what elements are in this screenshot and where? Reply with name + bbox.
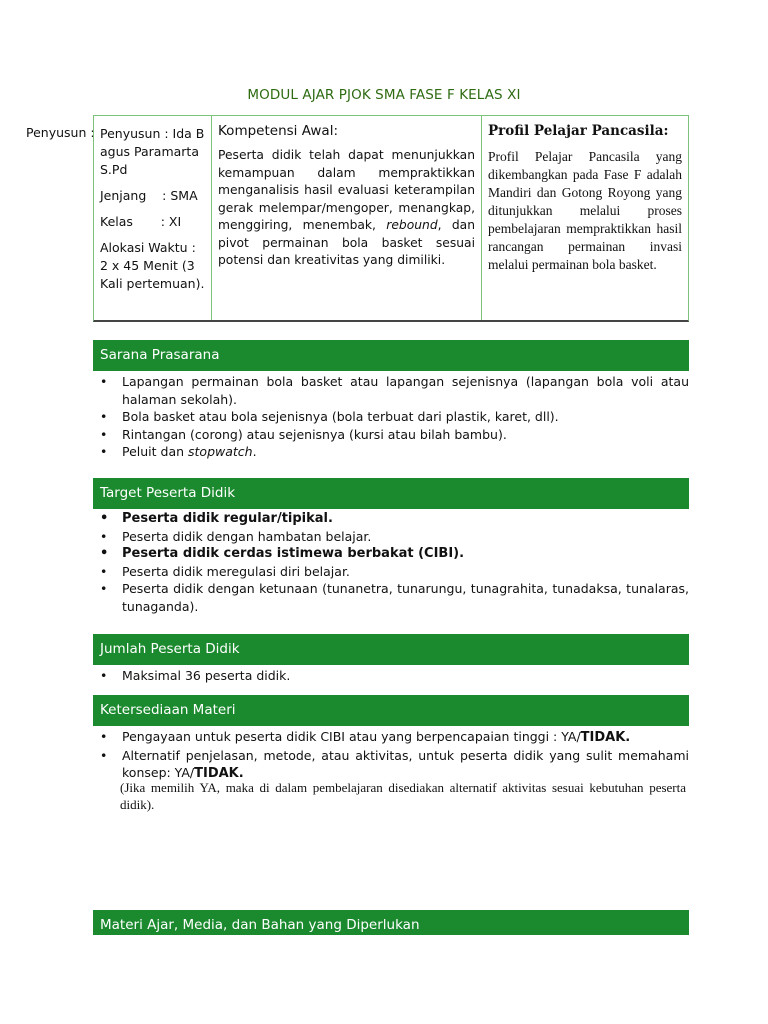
profil-text: Profil Pelajar Pancasila yang dikembangkan pada Fase F adalah Mandiri dan Gotong Royong yang ditunjukkan melalui proses pembelajaran mempraktikkan hasil rancangan permainan invasi melalui permainan bola basket.	[488, 149, 682, 272]
section-header-sarana: Sarana Prasarana	[93, 340, 689, 371]
target-list	[93, 510, 689, 615]
kompetensi-text: Peserta didik telah dapat menunjukkan kemampuan dalam mempraktikkan menganalisis hasil evaluasi keterampilan gerak melempar/mengoper, menangkap, menggiring, menembak, rebound, dan pivot permainan bola basket sesuai potensi dan kreativitas yang dimiliki.	[218, 148, 476, 267]
profil-column	[482, 116, 688, 320]
page-title: MODUL AJAR PJOK SMA FASE F KELAS XI	[247, 87, 521, 103]
list-item: • Lapangan permainan bola basket atau lapangan sejenisnya (lapangan bola voli atau halaman sekolah).	[93, 373, 689, 408]
list-item: • Peserta didik dengan ketunaan (tunanetra, tunarungu, tunagrahita, tunadaksa, tunalaras, tunaganda).	[93, 580, 689, 615]
ketersediaan-list	[93, 728, 689, 783]
identity-column	[94, 116, 212, 320]
jumlah-list	[93, 667, 689, 685]
kompetensi-column	[212, 116, 482, 320]
section-header-ketersediaan: Ketersediaan Materi	[93, 695, 689, 726]
list-item: • Maksimal 36 peserta didik.	[93, 667, 689, 685]
list-item: • Rintangan (corong) atau sejenisnya (kursi atau bilah bambu).	[93, 426, 689, 444]
section-header-materi: Materi Ajar, Media, dan Bahan yang Diperlukan	[93, 910, 689, 935]
ketersediaan-note: (Jika memilih YA, maka di dalam pembelajaran disediakan alternatif aktivitas sesuai kebutuhan peserta didik).	[120, 780, 686, 812]
kelas-text: Kelas : XI	[100, 214, 182, 229]
penyusun-side-label: Penyusun :	[26, 125, 95, 140]
alokasi-text: Alokasi Waktu : 2 x 45 Menit (3 Kali pertemuan).	[100, 240, 205, 291]
list-item: • Peserta didik regular/tipikal.	[93, 510, 689, 528]
sarana-list	[93, 373, 689, 461]
jenjang-text: Jenjang : SMA	[100, 188, 198, 203]
list-item: • Peserta didik dengan hambatan belajar.	[93, 528, 689, 546]
list-item: • Peluit dan stopwatch.	[93, 443, 689, 461]
list-item: • Peserta didik cerdas istimewa berbakat (CIBI).	[93, 545, 689, 563]
list-item: • Alternatif penjelasan, metode, atau aktivitas, untuk peserta didik yang sulit memahami konsep: YA/TIDAK.	[93, 747, 689, 783]
section-header-jumlah: Jumlah Peserta Didik	[93, 634, 689, 665]
list-item: • Bola basket atau bola sejenisnya (bola terbuat dari plastik, karet, dll).	[93, 408, 689, 426]
kompetensi-title: Kompetensi Awal:	[218, 123, 338, 139]
list-item: • Pengayaan untuk peserta didik CIBI atau yang berpencapaian tinggi : YA/TIDAK.	[93, 728, 689, 747]
profil-title: Profil Pelajar Pancasila:	[488, 123, 669, 139]
penyusun-text: Penyusun : Ida B agus Paramarta S.Pd	[100, 126, 205, 177]
info-table	[93, 115, 689, 322]
section-header-target: Target Peserta Didik	[93, 478, 689, 509]
list-item: • Peserta didik meregulasi diri belajar.	[93, 563, 689, 581]
